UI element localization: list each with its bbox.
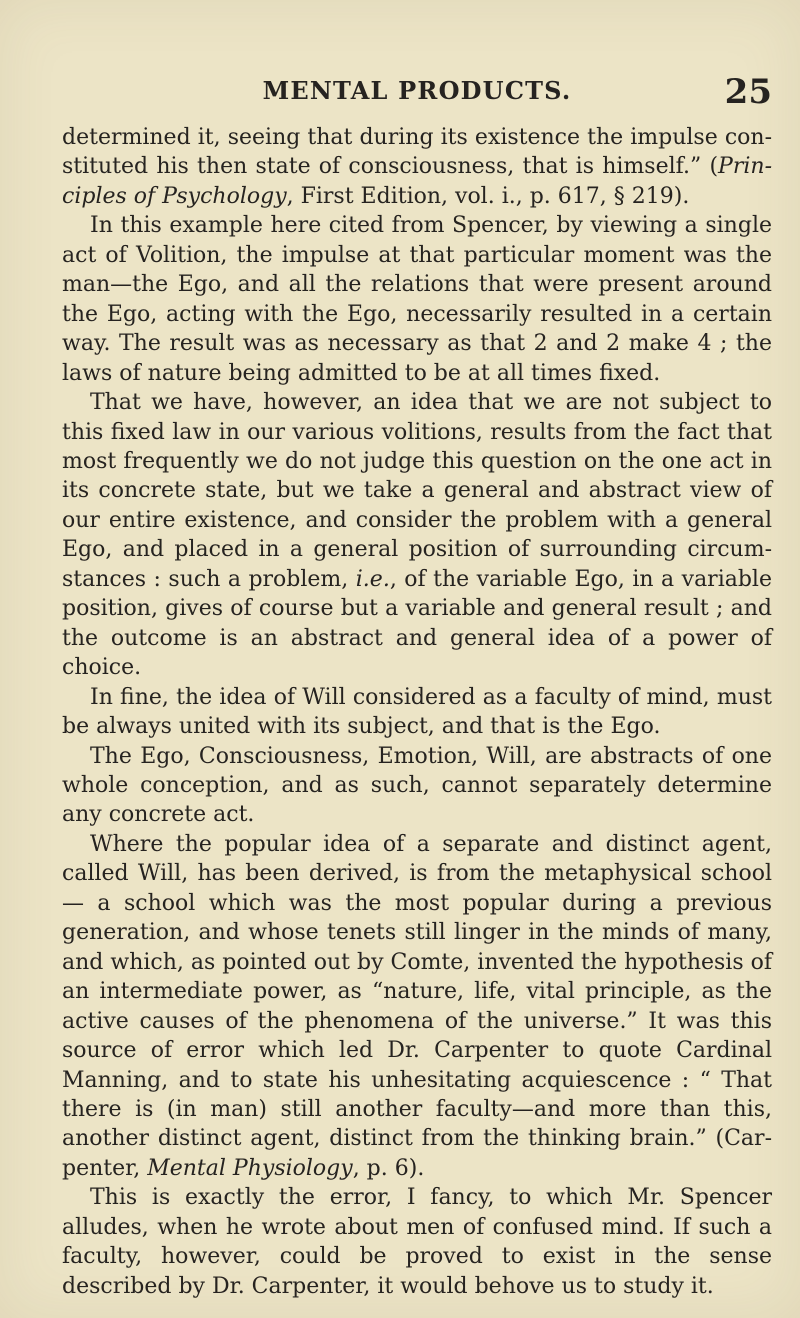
paragraph-error: This is exactly the error, I fancy, to which Mr. Spencer alludes, when he wrote about men of confused mind. If such a faculty, however, could be proved to exist in the sense described by Dr. Carpenter, it would behove us to study it.	[62, 1185, 772, 1299]
text-run: determined it, seeing that during its existence the impulse constituted his then state of consciousness, that is himself.” (	[62, 125, 772, 180]
paragraph-in-fine: In fine, the idea of Will considered as a faculty of mind, must be always united with its subject, and that is the Ego.	[62, 684, 772, 740]
body-text	[62, 123, 772, 1301]
paragraph-fixed-law	[62, 388, 772, 683]
paragraph-spencer-example: In this example here cited from Spencer, by viewing a single act of Volition, the impulse at that particular moment was the man—the Ego, and all the relations that were present around the Ego, acting with the Ego, necessarily resulted in a certain way. The result was as necessary as that 2 and 2 make 4 ; the laws of nature being admitted to be at all times fixed.	[62, 213, 772, 386]
book-title-mental-physiology: Mental Physiology	[147, 1155, 353, 1181]
paragraph-abstracts: The Ego, Consciousness, Emotion, Will, are abstracts of one whole conception, and as such, cannot separately determine any concrete act.	[62, 743, 772, 828]
text-run: , First Edition, vol. i., p. 617, § 219).	[286, 183, 690, 209]
running-title: MENTAL PRODUCTS.	[262, 76, 572, 105]
running-head	[62, 72, 772, 112]
page-number: 25	[724, 72, 772, 112]
text-run: That we have, however, an idea that we are not subject to this fixed law in our various volitions, results from the fact that most frequently we do not judge this question on the one act in its concrete state, but we take a general and abstract view of our entire existence, and consider the problem with a general Ego, and placed in a general position of surrounding circumstances : such a problem,	[62, 390, 772, 592]
text-run: Where the popular idea of a separate and distinct agent, called Will, has been derived, is from the metaphysical school— a school which was the most popular during a previous generation, and whose tenets still linger in the minds of many, and which, as pointed out by Comte, invented the hypothesis of an intermediate power, as “nature, life, vital principle, as the active causes of the phenomena of the universe.” It was this source of error which led Dr. Carpenter to quote Cardinal Manning, and to state his unhesitating acquiescence : “ That there is (in man) still another faculty—and more than this, another distinct agent, distinct from the thinking brain.” (Carpenter,	[62, 831, 773, 1181]
abbreviation-ie: i.e.	[355, 566, 390, 592]
text-run: , of the variable Ego, in a variable position, gives of course but a variable and general result ; and the outcome is an abstract and general idea of a power of choice.	[62, 566, 772, 681]
paragraph-continuation	[62, 123, 772, 211]
paragraph-metaphysical-school	[62, 830, 772, 1183]
book-title-principles-of-psychology: Principles of Psychology	[62, 154, 772, 209]
text-run: , p. 6).	[352, 1155, 425, 1181]
